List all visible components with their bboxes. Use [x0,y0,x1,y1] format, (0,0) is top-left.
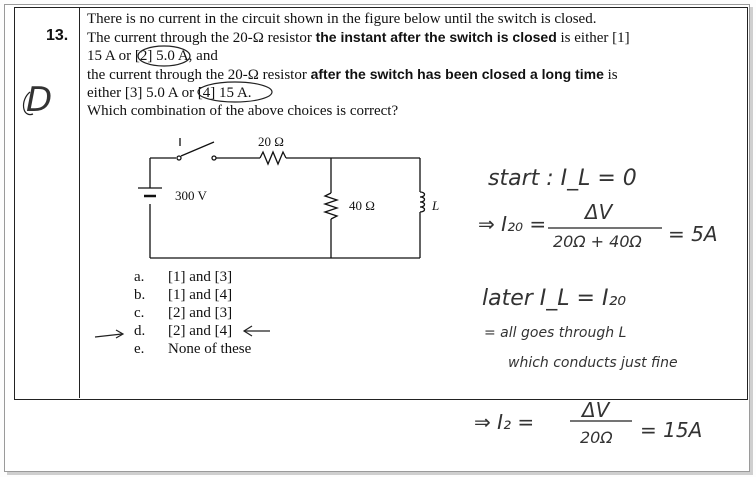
handwritten-eq2-result: = 15A [640,418,703,442]
handwritten-eq1-num: ΔV [585,200,613,224]
question-line-3: 15 A or [2] 5.0 A, and [87,48,218,64]
handwritten-eq1-lhs: ⇒ I₂₀ = [478,212,547,236]
choice-a[interactable]: a. [1] and [3] [134,269,233,285]
handwritten-note1: = all goes through L [484,325,627,341]
question-line-5: either [3] 5.0 A or [4] 15 A. [87,85,252,101]
handwritten-later: later I_L = I₂₀ [482,286,627,311]
handwritten-grade: D [26,80,53,120]
handwritten-eq1-den: 20Ω + 40Ω [553,232,642,251]
handwritten-eq1-result: = 5A [668,222,718,246]
handwritten-eq2-num: ΔV [582,398,610,422]
choice-b[interactable]: b. [1] and [4] [134,287,233,303]
handwritten-note2: which conducts just fine [508,355,678,371]
choice-c[interactable]: c. [2] and [3] [134,305,233,321]
battery-label: 300 V [175,188,207,203]
question-line-4: the current through the 20-Ω resistor after the switch has been closed a long time is [87,66,618,83]
choice-e[interactable]: e. None of these [134,341,252,357]
resistor-40-label: 40 Ω [349,198,375,213]
choice-d[interactable]: d. [2] and [4] [134,323,233,339]
handwritten-eq2-lhs: ⇒ I₂ = [474,410,535,434]
question-line-2: The current through the 20-Ω resistor the instant after the switch is closed is either [1] [87,29,630,46]
inductor-label: L [432,198,440,213]
answer-choices [134,268,251,358]
question-line-6: Which combination of the above choices is correct? [87,103,399,119]
handwritten-start: start : I_L = 0 [488,166,637,191]
question-line-1: There is no current in the circuit shown in the figure below until the switch is closed. [87,11,597,27]
handwritten-eq2-den: 20Ω [580,428,613,447]
resistor-20-label: 20 Ω [258,134,284,149]
question-number: 13. [46,27,69,44]
